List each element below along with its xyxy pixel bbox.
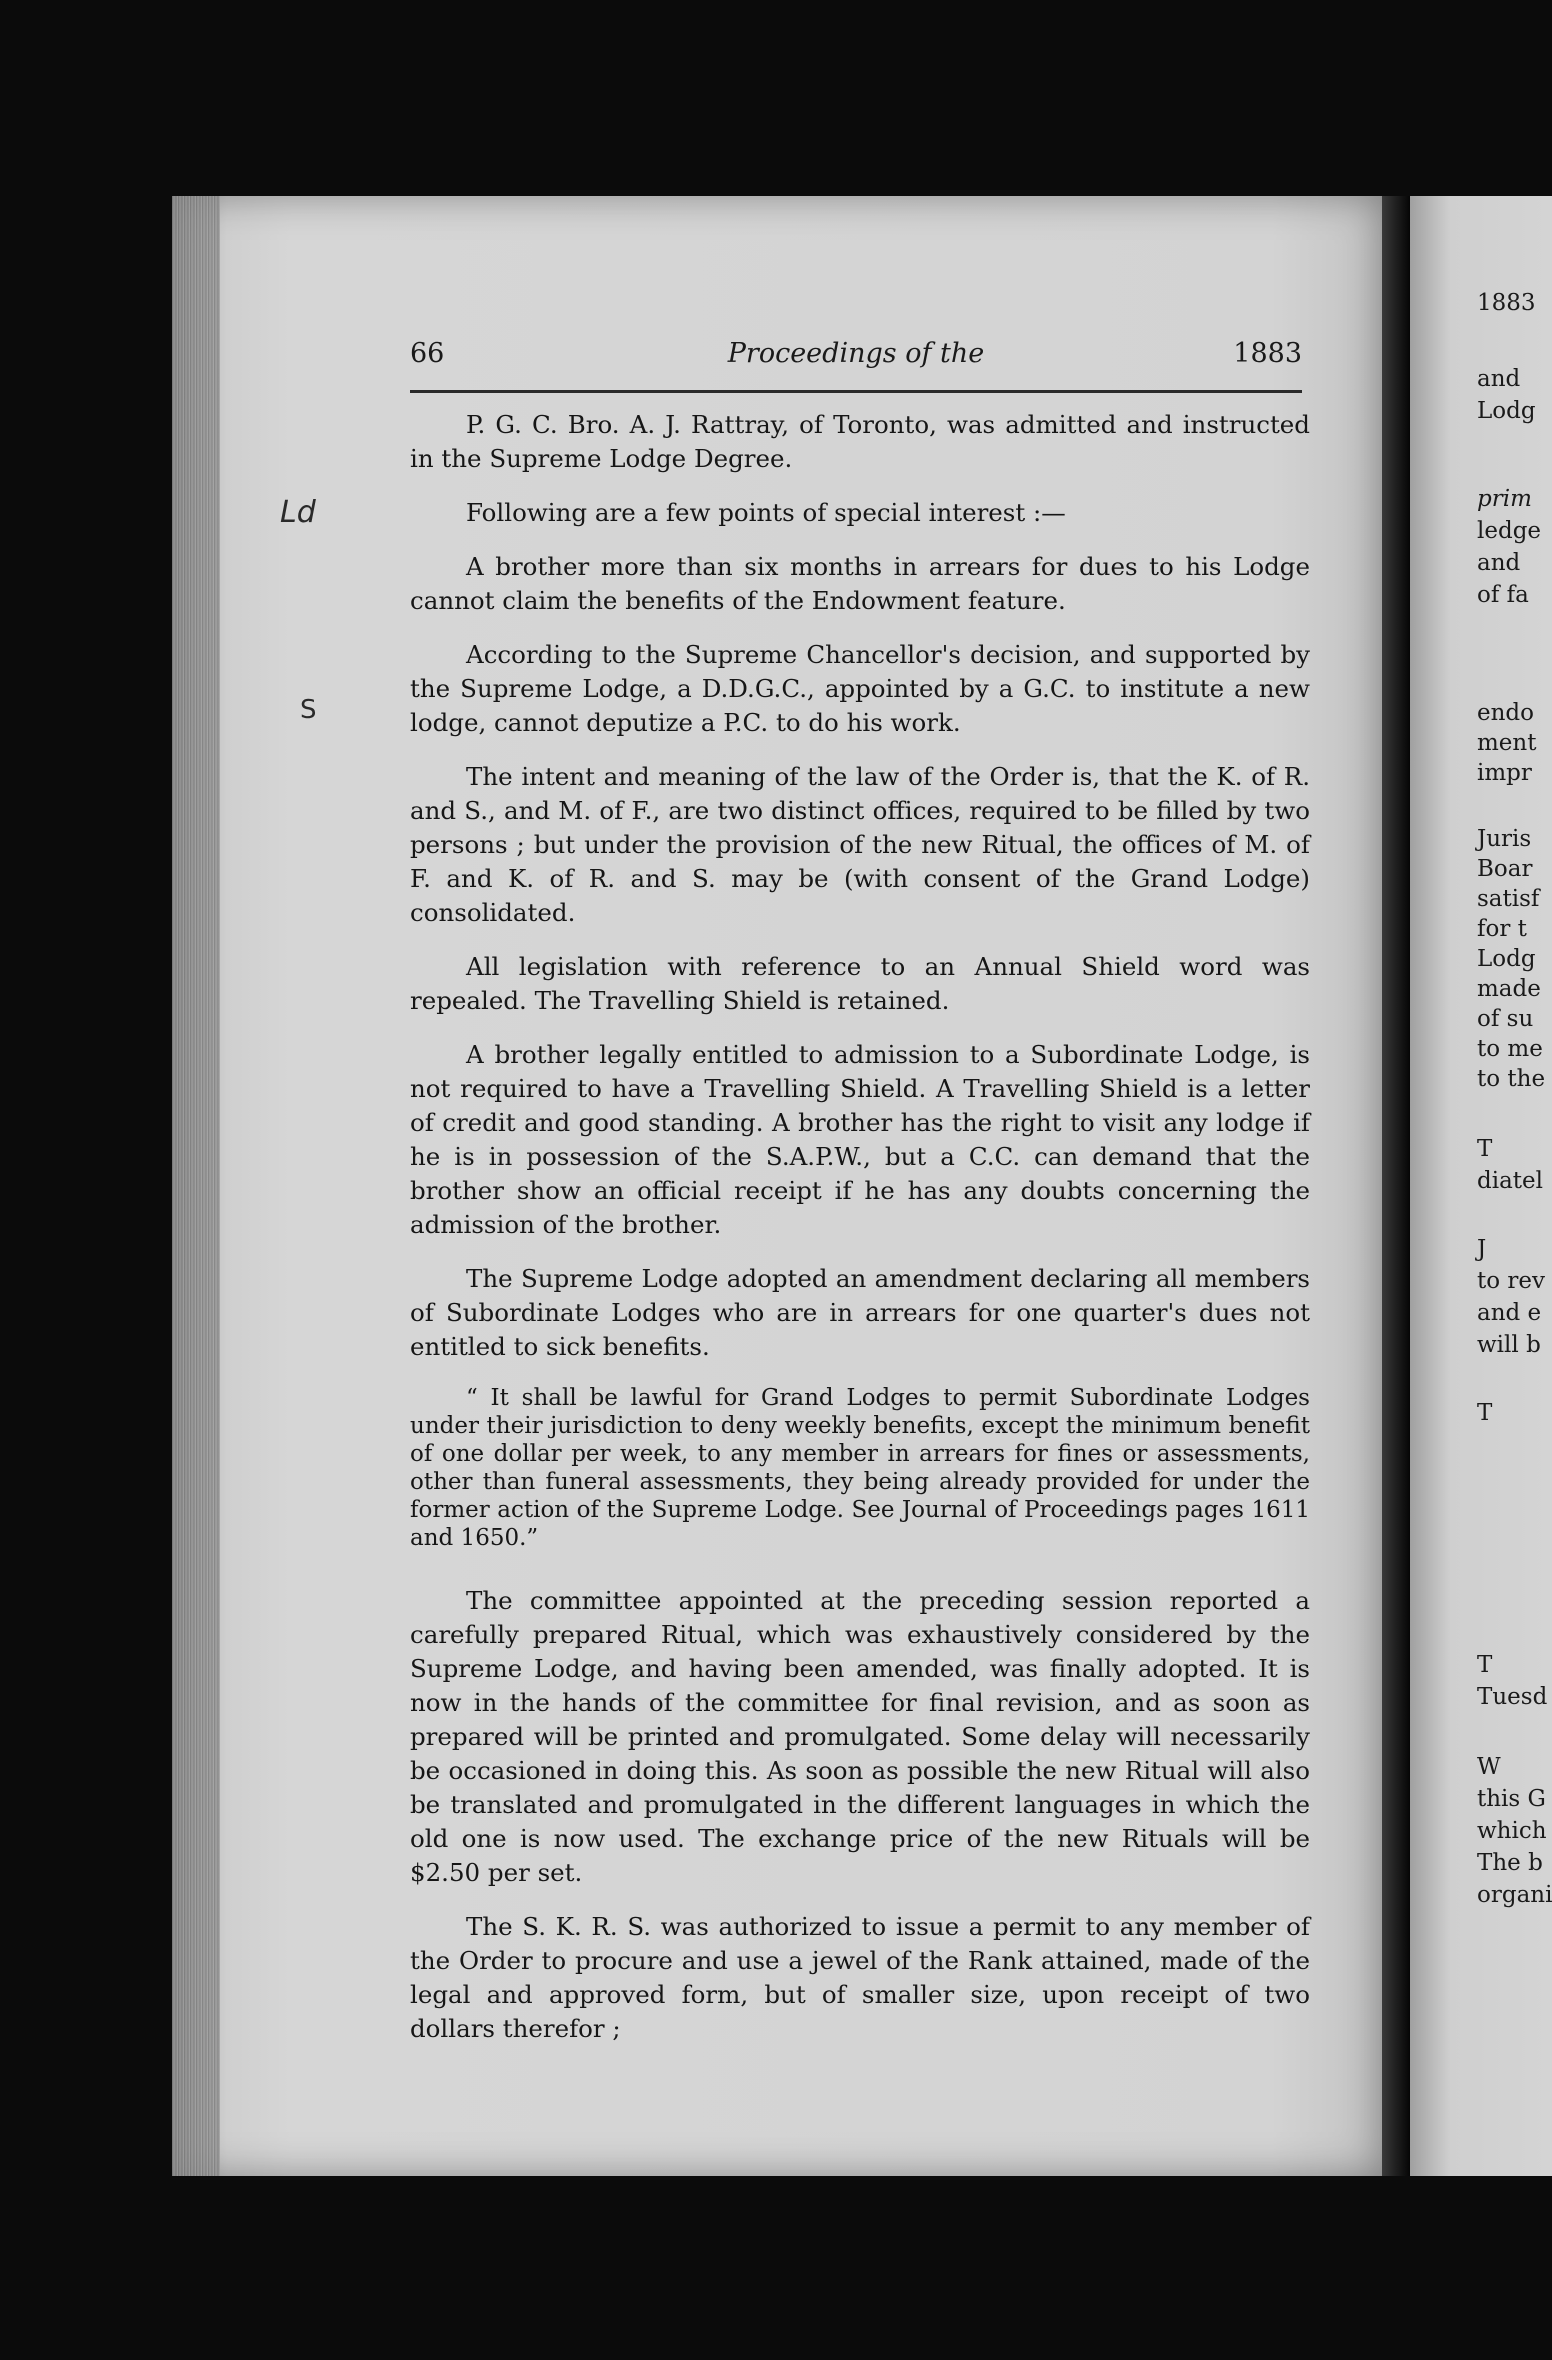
page-header xyxy=(410,338,1302,378)
book-gutter xyxy=(1382,196,1410,2176)
right-page-line: endo xyxy=(1477,700,1534,726)
right-page-line: of su xyxy=(1477,1006,1534,1032)
paragraph: P. G. C. Bro. A. J. Rattray, of Toronto, was admitted and instructed in the Supreme Lodge Degree. xyxy=(410,410,1310,473)
page-body xyxy=(410,408,1310,2066)
header-rule xyxy=(410,390,1302,393)
paragraph: The committee appointed at the preceding session reported a carefully prepared Ritual, which was exhaustively considered by the Supreme Lodge, and having been amended, was finally adopted. It is now in the hands of the committee for final revision, and as soon as prepared will be printed and promulgated. Some delay will necessarily be occasioned in doing this. As soon as possible the new Ritual will also be translated and promulgated in the different languages in which the old one is now used. The exchange price of the new Rituals will be $2.50 per set. xyxy=(410,1586,1310,1887)
right-page-line: this G xyxy=(1477,1786,1546,1812)
right-page-line: T xyxy=(1477,1136,1493,1162)
right-page-line: of fa xyxy=(1477,582,1529,608)
right-page-line: T xyxy=(1477,1400,1493,1426)
right-page-line: to the xyxy=(1477,1066,1546,1092)
right-page-line: organi xyxy=(1477,1882,1552,1908)
right-page-line: diatel xyxy=(1477,1168,1544,1194)
right-page-line: satisf xyxy=(1477,886,1540,912)
right-page-line: Lodg xyxy=(1477,398,1536,424)
paragraph: A brother more than six months in arrears for dues to his Lodge cannot claim the benefits of the Endowment feature. xyxy=(410,552,1310,615)
block-quote: “ It shall be lawful for Grand Lodges to permit Subordinate Lodges under their jurisdiction to deny weekly benefits, except the minimum benefit of one dollar per week, to any member in arrears for fines or assessments, other than funeral assessments, they being already provided for under the former action of the Supreme Lodge. See Journal of Proceedings pages 1611 and 1650.” xyxy=(410,1385,1310,1551)
right-page-line: ledge xyxy=(1477,518,1542,544)
page-number: 66 xyxy=(410,338,445,369)
paragraph: Following are a few points of special interest :— xyxy=(466,498,1066,527)
right-page-line: made xyxy=(1477,976,1541,1002)
margin-annotation: Ld xyxy=(280,495,316,530)
right-page-line: T xyxy=(1477,1652,1493,1678)
paragraph: The S. K. R. S. was authorized to issue a permit to any member of the Order to procure and use a jewel of the Rank attained, made of the legal and approved form, but of smaller size, upon receipt of two dollars therefor ; xyxy=(410,1912,1310,2043)
paragraph: All legislation with reference to an Annual Shield word was repealed. The Travelling Shield is retained. xyxy=(410,952,1310,1015)
right-page-line: Juris xyxy=(1477,826,1532,852)
paragraph: The intent and meaning of the law of the Order is, that the K. of R. and S., and M. of F., are two distinct offices, required to be filled by two persons ; but under the provision of the new Ritual, the offices of M. of F. and K. of R. and S. may be (with consent of the Grand Lodge) consolidated. xyxy=(410,762,1310,927)
right-page-line: and xyxy=(1477,550,1521,576)
right-page-line: Tuesd xyxy=(1477,1684,1548,1710)
right-page-line: J xyxy=(1477,1236,1487,1262)
page-edge-stack xyxy=(172,196,220,2176)
right-page-line: Lodg xyxy=(1477,946,1536,972)
header-year: 1883 xyxy=(1233,338,1302,369)
right-page-line: to me xyxy=(1477,1036,1543,1062)
paragraph: According to the Supreme Chancellor's decision, and supported by the Supreme Lodge, a D.D.G.C., appointed by a G.C. to institute a new lodge, cannot deputize a P.C. to do his work. xyxy=(410,640,1310,737)
right-page-line: 1883 xyxy=(1477,290,1536,316)
right-page-line: The b xyxy=(1477,1850,1543,1876)
right-page-line: W xyxy=(1477,1754,1501,1780)
margin-annotation: S xyxy=(300,695,317,725)
right-page-line: prim xyxy=(1477,486,1532,512)
paragraph: The Supreme Lodge adopted an amendment declaring all members of Subordinate Lodges who are in arrears for one quarter's dues not entitled to sick benefits. xyxy=(410,1264,1310,1361)
right-page-line: Boar xyxy=(1477,856,1533,882)
right-page-line: and xyxy=(1477,366,1521,392)
right-page-line: for t xyxy=(1477,916,1527,942)
right-page-line: to rev xyxy=(1477,1268,1546,1294)
running-title: Proceedings of the xyxy=(727,338,985,369)
right-page-line: ment xyxy=(1477,730,1537,756)
right-page-line: impr xyxy=(1477,760,1532,786)
right-page-line: and e xyxy=(1477,1300,1542,1326)
right-page-line: will b xyxy=(1477,1332,1541,1358)
right-page-line: which xyxy=(1477,1818,1547,1844)
paragraph: A brother legally entitled to admission to a Subordinate Lodge, is not required to have a Travelling Shield. A Travelling Shield is a letter of credit and good standing. A brother has the right to visit any lodge if he is in possession of the S.A.P.W., but a C.C. can demand that the brother show an official receipt if he has any doubts concerning the admission of the brother. xyxy=(410,1040,1310,1239)
